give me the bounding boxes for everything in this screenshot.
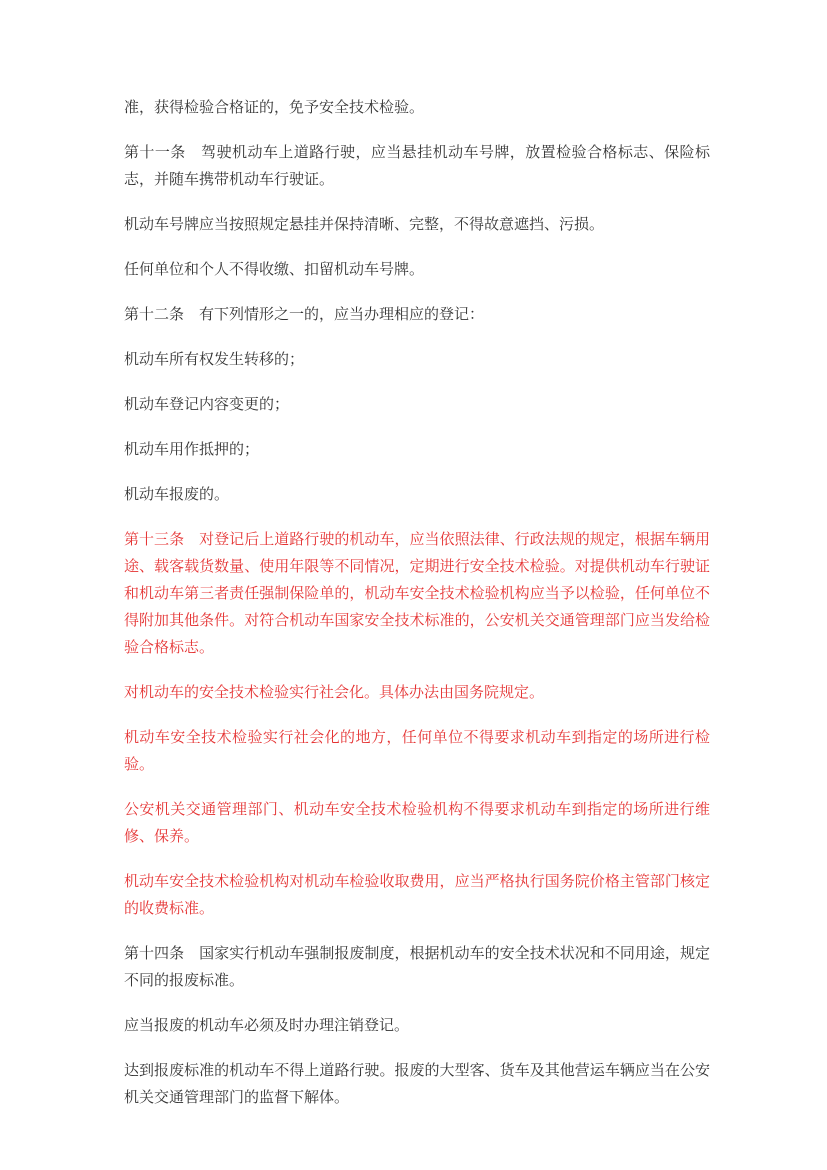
document-paragraph: 第十三条 对登记后上道路行驶的机动车，应当依照法律、行政法规的规定，根据车辆用途、载客载货数量、使用年限等不同情况，定期进行安全技术检验。对提供机动车行驶证和机动车第三者责任强制保险单的，机动车安全技术检验机构应当予以检验，任何单位不得附加其他条件。对符合机动车国家安全技术标准的，公安机关交通管理部门应当发给检验合格标志。 (124, 530, 710, 656)
document-paragraph: 机动车号牌应当按照规定悬挂并保持清晰、完整，不得故意遮挡、污损。 (124, 215, 605, 233)
document-paragraph: 达到报废标准的机动车不得上道路行驶。报废的大型客、货车及其他营运车辆应当在公安机关交通管理部门的监督下解体。 (124, 1061, 710, 1106)
document-paragraph: 第十一条 驾驶机动车上道路行驶，应当悬挂机动车号牌，放置检验合格标志、保险标志，并随车携带机动车行驶证。 (124, 143, 710, 188)
document-paragraph: 机动车登记内容变更的； (124, 395, 290, 413)
document-paragraph: 机动车用作抵押的； (124, 440, 260, 458)
document-paragraph: 机动车安全技术检验机构对机动车检验收取费用，应当严格执行国务院价格主管部门核定的收费标准。 (124, 872, 710, 917)
document-paragraph: 第十四条 国家实行机动车强制报废制度，根据机动车的安全技术状况和不同用途，规定不同的报废标准。 (124, 944, 710, 989)
document-paragraph: 机动车安全技术检验实行社会化的地方，任何单位不得要求机动车到指定的场所进行检验。 (124, 728, 710, 773)
document-paragraph: 准，获得检验合格证的，免予安全技术检验。 (124, 98, 425, 116)
document-paragraph: 应当报废的机动车必须及时办理注销登记。 (124, 1016, 410, 1034)
document-paragraph: 机动车所有权发生转移的； (124, 350, 305, 368)
document-paragraph: 公安机关交通管理部门、机动车安全技术检验机构不得要求机动车到指定的场所进行维修、保养。 (124, 800, 710, 845)
document-paragraph: 第十二条 有下列情形之一的，应当办理相应的登记： (124, 305, 485, 323)
document-paragraph: 机动车报废的。 (124, 485, 230, 503)
document-body (124, 94, 710, 1129)
document-paragraph: 对机动车的安全技术检验实行社会化。具体办法由国务院规定。 (124, 683, 545, 701)
document-paragraph: 任何单位和个人不得收缴、扣留机动车号牌。 (124, 260, 425, 278)
